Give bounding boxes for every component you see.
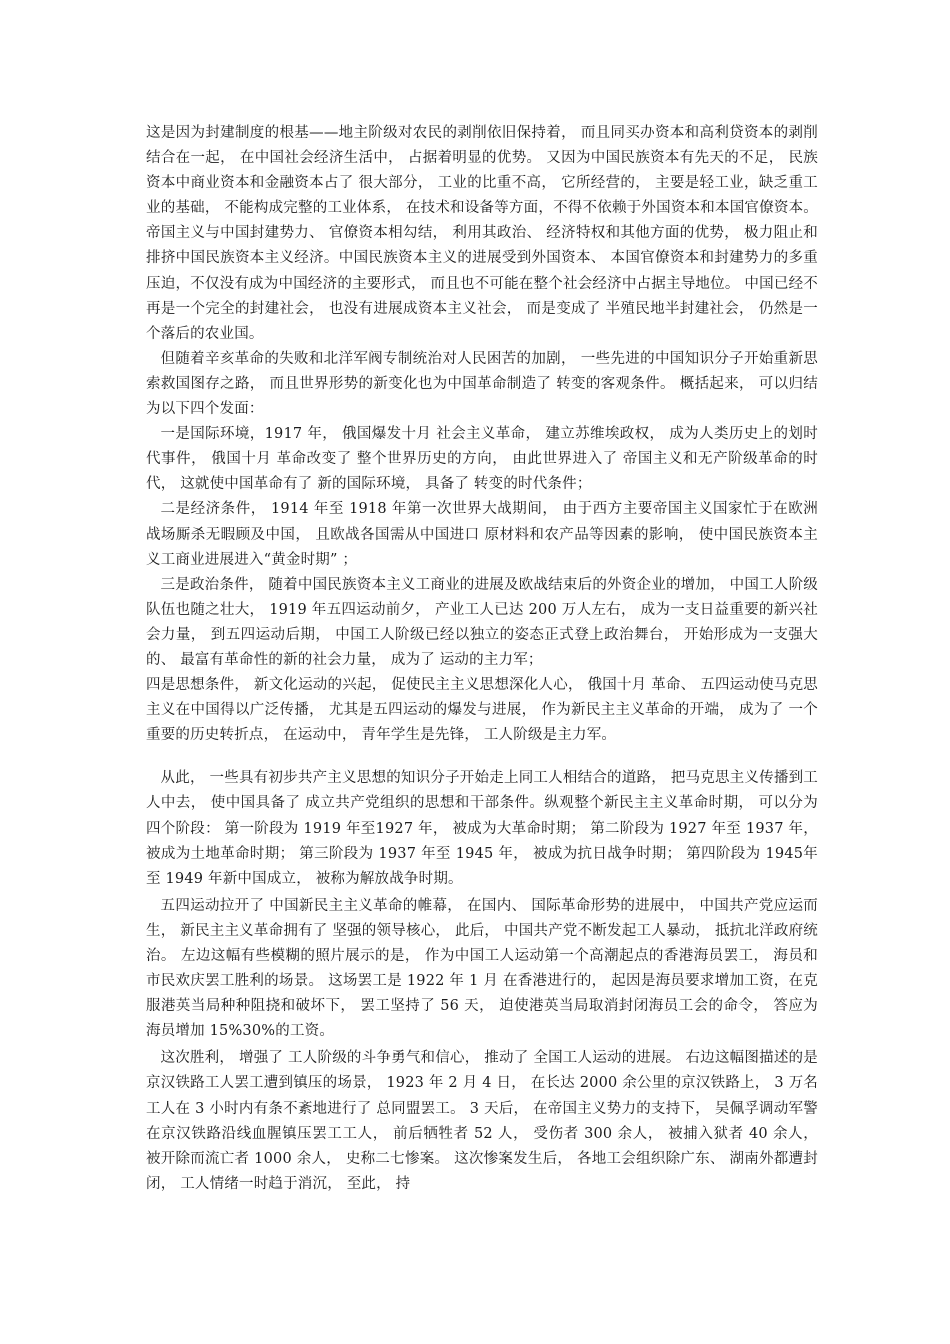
paragraph-international-environment: 一是国际环境，1917 年， 俄国爆发十月 社会主义革命， 建立苏维埃政权， 成为人类历史上的划时代事件， 俄国十月 革命改变了 整个世界历史的方向， 由此世界进入了 帝国主义和无产阶级革命的时代， 这就使中国革命有了 新的国际环境， 具备了 转变的时代条件；	[146, 426, 818, 493]
paragraph-feudal-foundation: 这是因为封建制度的根基——地主阶级对农民的剥削依旧保持着， 而且同买办资本和高利贷资本的剥削结合在一起， 在中国社会经济生活中， 占据着明显的优势。 又因为中国民族资本有先天的不足， 民族资本中商业资本和金融资本占了 很大部分， 工业的比重不高， 它所经营的， 主要是轻工业，缺乏重工业的基础， 不能构成完整的工业体系， 在技术和设备等方面，不得不依赖于外国资本和本国官僚资本。 帝国主义与中国封建势力、 官僚资本相勾结， 利用其政治、 经济特权和其他方面的优势， 极力阻止和排挤中国民族资本主义经济。中国民族资本主义的进展受到外国资本、 本国官僚资本和封建势力的多重压迫，不仅没有成为中国经济的主要形式， 而且也不可能在整个社会经济中占据主导地位。 中国已经不再是一个完全的封建社会， 也没有进展成资本主义社会， 而是变成了 半殖民地半封建社会， 仍然是一个落后的农业国。	[146, 125, 823, 342]
paragraph-jinghan-railway-strike: 这次胜利， 增强了 工人阶级的斗争勇气和信心， 推动了 全国工人运动的进展。 右边这幅图描述的是京汉铁路工人罢工遭到镇压的场景， 1923 年 2 月 4 日， 在长达 2000 余公里的京汉铁路上， 3 万名工人在 3 小时内有条不紊地进行了 总同盟罢工。 3 天后， 在帝国主义势力的支持下， 吴佩孚调动军警在京汉铁路沿线血腥镇压罢工工人， 前后牺牲者 52 人， 受伤者 300 余人， 被捕入狱者 40 余人， 被开除而流亡者 1000 余人， 史称二七惨案。 这次惨案发生后， 各地工会组织除广东、 湖南外都遭封闭， 工人情绪一时趋于消沉， 至此， 持	[146, 1050, 823, 1192]
paragraph-four-stages: 从此， 一些具有初步共产主义思想的知识分子开始走上同工人相结合的道路， 把马克思主义传播到工人中去， 使中国具备了 成立共产党组织的思想和干部条件。纵观整个新民主主义革命时期， 可以分为四个阶段： 第一阶段为 1919 年至1927 年， 被成为大革命时期； 第二阶段为 1927 年至 1937 年， 被成为土地革命时期； 第三阶段为 1937 年至 1945 年， 被成为抗日战争时期； 第四阶段为 1945年至 1949 年新中国成立， 被称为解放战争时期。	[146, 770, 823, 887]
paragraph-political-conditions: 三是政治条件， 随着中国民族资本主义工商业的进展及欧战结束后的外资企业的增加， 中国工人阶级队伍也随之壮大， 1919 年五四运动前夕， 产业工人已达 200 万人左右， 成为一支日益重要的新兴社会力量， 到五四运动后期， 中国工人阶级已经以独立的姿态正式登上政治舞台， 开始形成为一支强大的、 最富有革命性的新的社会力量， 成为了 运动的主力军；	[146, 576, 818, 668]
paragraph-new-conditions: 但随着辛亥革命的失败和北洋军阀专制统治对人民困苦的加剧， 一些先进的中国知识分子开始重新思索救国图存之路， 而且世界形势的新变化也为中国革命制造了 转变的客观条件。 概括起来， 可以归结为以下四个发面：	[146, 350, 818, 418]
document-body	[146, 121, 823, 1197]
paragraph-ideological-conditions: 四是思想条件， 新文化运动的兴起， 促使民主主义思想深化人心， 俄国十月 革命、 五四运动使马克思主义在中国得以广泛传播， 尤其是五四运动的爆发与进展， 作为新民主主义革命的开端， 成为了 一个重要的历史转折点， 在运动中， 青年学生是先锋， 工人阶级是主力军。	[146, 677, 818, 744]
paragraph-economic-conditions: 二是经济条件， 1914 年至 1918 年第一次世界大战期间， 由于西方主要帝国主义国家忙于在欧洲战场厮杀无暇顾及中国， 且欧战各国需从中国进口 原材料和农产品等因素的影响， 使中国民族资本主义工商业进展进入“黄金时期” ；	[146, 501, 818, 568]
paragraph-hong-kong-seamen-strike: 五四运动拉开了 中国新民主主义革命的帷幕， 在国内、 国际革命形势的进展中， 中国共产党应运而生， 新民主主义革命拥有了 坚强的领导核心， 此后， 中国共产党不断发起工人暴动， 抵抗北洋政府统治。 左边这幅有些模糊的照片展示的是， 作为中国工人运动第一个高潮起点的香港海员罢工， 海员和市民欢庆罢工胜利的场景。 这场罢工是 1922 年 1 月 在香港进行的， 起因是海员要求增加工资，在克服港英当局种种阻挠和破坏下， 罢工坚持了 56 天， 迫使港英当局取消封闭海员工会的命令， 答应为海员增加 15%30%的工资。	[146, 897, 818, 1040]
